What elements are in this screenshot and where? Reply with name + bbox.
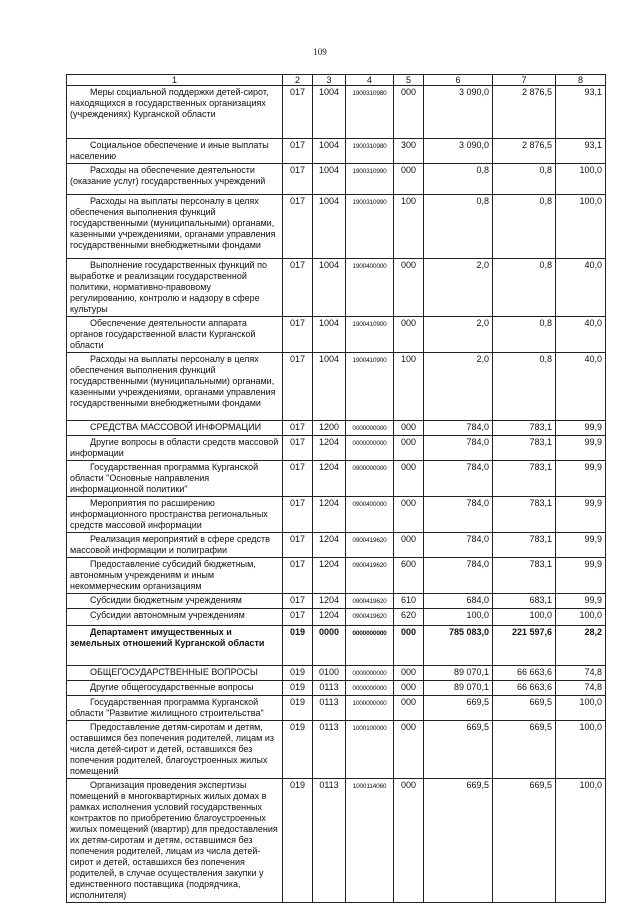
row-planned: 784,0 [424,461,493,497]
row-admin-code: 019 [283,721,313,779]
row-executed: 783,1 [493,421,556,436]
row-name-text: Выполнение государственных функций по выработке и реализации государственной политики, нормативно-правовому регулированию, контролю и надзору в сфере культуры [70,260,267,314]
row-percent: 40,0 [556,353,606,421]
row-name [67,86,283,139]
row-expense-type: 000 [394,681,424,696]
row-planned: 0,8 [424,164,493,195]
row-name [67,353,283,421]
row-admin-code: 017 [283,353,313,421]
row-section-code: 0113 [313,779,346,903]
row-percent: 93,1 [556,139,606,164]
table-row [67,666,606,681]
row-planned: 785 083,0 [424,626,493,666]
row-executed: 683,1 [493,594,556,609]
row-planned: 669,5 [424,721,493,779]
row-name [67,461,283,497]
table-row [67,139,606,164]
row-name-text: Меры социальной поддержки детей-сирот, находящихся в государственных организациях (учреждениях) Курганской области [70,87,269,119]
row-expense-type: 000 [394,626,424,666]
budget-table [66,74,606,903]
row-percent: 93,1 [556,86,606,139]
row-admin-code: 019 [283,626,313,666]
row-percent: 40,0 [556,317,606,353]
row-section-code: 1204 [313,558,346,594]
row-percent: 99,9 [556,461,606,497]
row-section-code: 0113 [313,721,346,779]
row-executed: 669,5 [493,721,556,779]
table-row [67,353,606,421]
row-planned: 684,0 [424,594,493,609]
row-planned: 784,0 [424,421,493,436]
row-percent: 99,9 [556,594,606,609]
row-expense-type: 000 [394,533,424,558]
row-name-text: Расходы на выплаты персоналу в целях обеспечения выполнения функций государственными (муниципальными) органами, казенными учреждениями, органами управления государственными внебюджетными фондами [70,196,276,250]
row-executed: 0,8 [493,317,556,353]
row-planned: 2,0 [424,259,493,317]
row-target-code: 1900410900 [346,353,394,421]
row-target-code: 0000000000 [346,421,394,436]
row-percent: 40,0 [556,259,606,317]
row-section-code: 1004 [313,353,346,421]
table-row [67,533,606,558]
table-row [67,86,606,139]
row-percent: 100,0 [556,195,606,259]
row-percent: 100,0 [556,779,606,903]
row-percent: 100,0 [556,609,606,626]
row-executed: 100,0 [493,609,556,626]
row-target-code: 0000000000 [346,626,394,666]
row-expense-type: 000 [394,164,424,195]
row-admin-code: 017 [283,436,313,461]
row-admin-code: 017 [283,195,313,259]
header-cell-2: 2 [283,75,313,86]
row-executed: 783,1 [493,461,556,497]
row-section-code: 1004 [313,195,346,259]
row-name [67,681,283,696]
row-section-code: 1204 [313,594,346,609]
table-row [67,436,606,461]
table-row [67,681,606,696]
row-planned: 784,0 [424,436,493,461]
table-row [67,721,606,779]
row-name [67,259,283,317]
row-percent: 28,2 [556,626,606,666]
row-planned: 2,0 [424,317,493,353]
row-target-code: 0900419620 [346,558,394,594]
row-name-text: Расходы на выплаты персоналу в целях обеспечения выполнения функций государственными (муниципальными) органами, казенными учреждениями, органами управления государственными внебюджетными фондами [70,354,276,408]
row-admin-code: 017 [283,609,313,626]
table-row [67,497,606,533]
row-target-code: 0900400000 [346,497,394,533]
row-target-code: 1900310980 [346,139,394,164]
row-expense-type: 600 [394,558,424,594]
row-name-text: Обеспечение деятельности аппарата органов государственной власти Курганской области [70,318,256,350]
row-percent: 99,9 [556,558,606,594]
row-name [67,609,283,626]
header-cell-7: 7 [493,75,556,86]
row-executed: 0,8 [493,259,556,317]
row-admin-code: 019 [283,681,313,696]
row-executed: 669,5 [493,779,556,903]
row-section-code: 1204 [313,497,346,533]
row-admin-code: 017 [283,421,313,436]
row-target-code: 0000000000 [346,681,394,696]
row-admin-code: 019 [283,666,313,681]
table-row [67,609,606,626]
row-section-code: 1004 [313,164,346,195]
row-percent: 99,9 [556,497,606,533]
row-admin-code: 017 [283,594,313,609]
row-section-code: 1004 [313,86,346,139]
row-planned: 669,5 [424,779,493,903]
row-section-code: 1204 [313,436,346,461]
row-name [67,666,283,681]
row-name-text: СРЕДСТВА МАССОВОЙ ИНФОРМАЦИИ [90,422,262,432]
row-percent: 99,9 [556,436,606,461]
header-cell-6: 6 [424,75,493,86]
row-name-text: Субсидии автономным учреждениям [90,610,245,620]
row-planned: 3 090,0 [424,86,493,139]
row-expense-type: 000 [394,779,424,903]
row-name-text: Организация проведения экспертизы помещений в многоквартирных жилых домах в рамках исполнения условий государственных контрактов по приобретению благоустроенных жилых помещений (квартир) для предоставления их детям-сиротам и детям, оставшимся без попечения родителей, лицам из числа детей-сирот и детей, оставшихся без попечения родителей, в случае осуществления закупки у единственного поставщика (подрядчика, исполнителя) [70,780,278,900]
row-admin-code: 019 [283,779,313,903]
row-admin-code: 017 [283,317,313,353]
row-section-code: 1004 [313,259,346,317]
row-executed: 783,1 [493,436,556,461]
row-name-text: Государственная программа Курганской области "Основные направления информационной политики" [70,462,259,494]
row-percent: 100,0 [556,164,606,195]
row-target-code: 0000000000 [346,666,394,681]
row-name [67,436,283,461]
row-expense-type: 100 [394,353,424,421]
header-row [67,75,606,86]
row-planned: 784,0 [424,497,493,533]
row-percent: 74,8 [556,681,606,696]
row-admin-code: 017 [283,533,313,558]
row-name-text: Предоставление субсидий бюджетным, автономным учреждениям и иным некоммерческим организациям [70,559,256,591]
row-target-code: 1000114060 [346,779,394,903]
row-planned: 784,0 [424,558,493,594]
row-percent: 100,0 [556,696,606,721]
row-planned: 784,0 [424,533,493,558]
row-section-code: 1200 [313,421,346,436]
row-name-text: Другие общегосударственные вопросы [90,682,254,692]
row-target-code: 0900000000 [346,461,394,497]
row-percent: 100,0 [556,721,606,779]
row-admin-code: 017 [283,164,313,195]
row-name [67,721,283,779]
row-expense-type: 000 [394,497,424,533]
row-name-text: ОБЩЕГОСУДАРСТВЕННЫЕ ВОПРОСЫ [90,667,258,677]
row-expense-type: 000 [394,696,424,721]
row-section-code: 1204 [313,609,346,626]
table-row [67,594,606,609]
row-admin-code: 017 [283,86,313,139]
row-expense-type: 000 [394,421,424,436]
table-row [67,558,606,594]
row-name [67,317,283,353]
row-expense-type: 620 [394,609,424,626]
table-row [67,317,606,353]
header-cell-3: 3 [313,75,346,86]
row-executed: 2 876,5 [493,86,556,139]
row-name [67,779,283,903]
row-executed: 66 663,6 [493,666,556,681]
row-name-text: Мероприятия по расширению информационного пространства региональных средств массовой информации [70,498,268,530]
row-name [67,139,283,164]
page-number: 109 [313,47,327,57]
row-target-code: 1900400000 [346,259,394,317]
row-name-text: Расходы на обеспечение деятельности (оказание услуг) государственных учреждений [70,165,266,186]
row-expense-type: 000 [394,721,424,779]
table-row [67,779,606,903]
row-target-code: 1000100000 [346,721,394,779]
row-section-code: 0000 [313,626,346,666]
row-planned: 0,8 [424,195,493,259]
row-planned: 89 070,1 [424,666,493,681]
row-name-text: Субсидии бюджетным учреждениям [90,595,242,605]
row-percent: 99,9 [556,421,606,436]
row-admin-code: 019 [283,696,313,721]
row-name-text: Реализация мероприятий в сфере средств массовой информации и полиграфии [70,534,270,555]
row-section-code: 1204 [313,533,346,558]
table-row [67,421,606,436]
row-admin-code: 017 [283,461,313,497]
row-target-code: 1900410900 [346,317,394,353]
row-name [67,696,283,721]
row-section-code: 0113 [313,681,346,696]
row-name-text: Государственная программа Курганской области "Развитие жилищного строительства" [70,697,264,718]
row-admin-code: 017 [283,139,313,164]
row-expense-type: 300 [394,139,424,164]
row-target-code: 1900310990 [346,195,394,259]
row-expense-type: 000 [394,461,424,497]
row-target-code: 0900419620 [346,609,394,626]
row-section-code: 0113 [313,696,346,721]
row-target-code: 0900419620 [346,533,394,558]
table-row [67,195,606,259]
row-expense-type: 000 [394,259,424,317]
row-admin-code: 017 [283,259,313,317]
row-name [67,195,283,259]
row-name [67,164,283,195]
row-admin-code: 017 [283,558,313,594]
row-percent: 99,9 [556,533,606,558]
row-name [67,421,283,436]
row-expense-type: 000 [394,86,424,139]
row-name [67,558,283,594]
row-expense-type: 100 [394,195,424,259]
header-cell-1: 1 [67,75,283,86]
header-cell-4: 4 [346,75,394,86]
row-executed: 783,1 [493,533,556,558]
row-target-code: 1000000000 [346,696,394,721]
row-expense-type: 610 [394,594,424,609]
row-executed: 2 876,5 [493,139,556,164]
row-name [67,594,283,609]
row-executed: 0,8 [493,164,556,195]
table-row [67,259,606,317]
header-cell-5: 5 [394,75,424,86]
row-expense-type: 000 [394,436,424,461]
row-section-code: 1004 [313,139,346,164]
row-executed: 783,1 [493,497,556,533]
row-admin-code: 017 [283,497,313,533]
row-expense-type: 000 [394,317,424,353]
row-section-code: 1204 [313,461,346,497]
row-name [67,626,283,666]
header-cell-8: 8 [556,75,606,86]
row-name-text: Предоставление детям-сиротам и детям, оставшимся без попечения родителей, лицам из числа детей-сирот и детей, оставшихся без попечения родителей, благоустроенных жилых помещений [70,722,275,776]
row-planned: 100,0 [424,609,493,626]
row-planned: 89 070,1 [424,681,493,696]
row-name-text: Другие вопросы в области средств массовой информации [70,437,279,458]
row-name-text: Социальное обеспечение и иные выплаты населению [70,140,269,161]
row-planned: 2,0 [424,353,493,421]
row-planned: 669,5 [424,696,493,721]
row-target-code: 0900419620 [346,594,394,609]
row-executed: 66 663,6 [493,681,556,696]
row-executed: 669,5 [493,696,556,721]
row-percent: 74,8 [556,666,606,681]
row-planned: 3 090,0 [424,139,493,164]
row-name [67,533,283,558]
row-executed: 0,8 [493,353,556,421]
row-name-text: Департамент имущественных и земельных отношений Курганской области [70,627,265,648]
row-target-code: 0000000000 [346,436,394,461]
row-executed: 783,1 [493,558,556,594]
table-row [67,164,606,195]
row-executed: 0,8 [493,195,556,259]
table-row [67,626,606,666]
row-expense-type: 000 [394,666,424,681]
row-target-code: 1900310980 [346,86,394,139]
row-section-code: 0100 [313,666,346,681]
table-row [67,461,606,497]
row-section-code: 1004 [313,317,346,353]
row-name [67,497,283,533]
row-target-code: 1900310990 [346,164,394,195]
row-executed: 221 597,6 [493,626,556,666]
table-row [67,696,606,721]
